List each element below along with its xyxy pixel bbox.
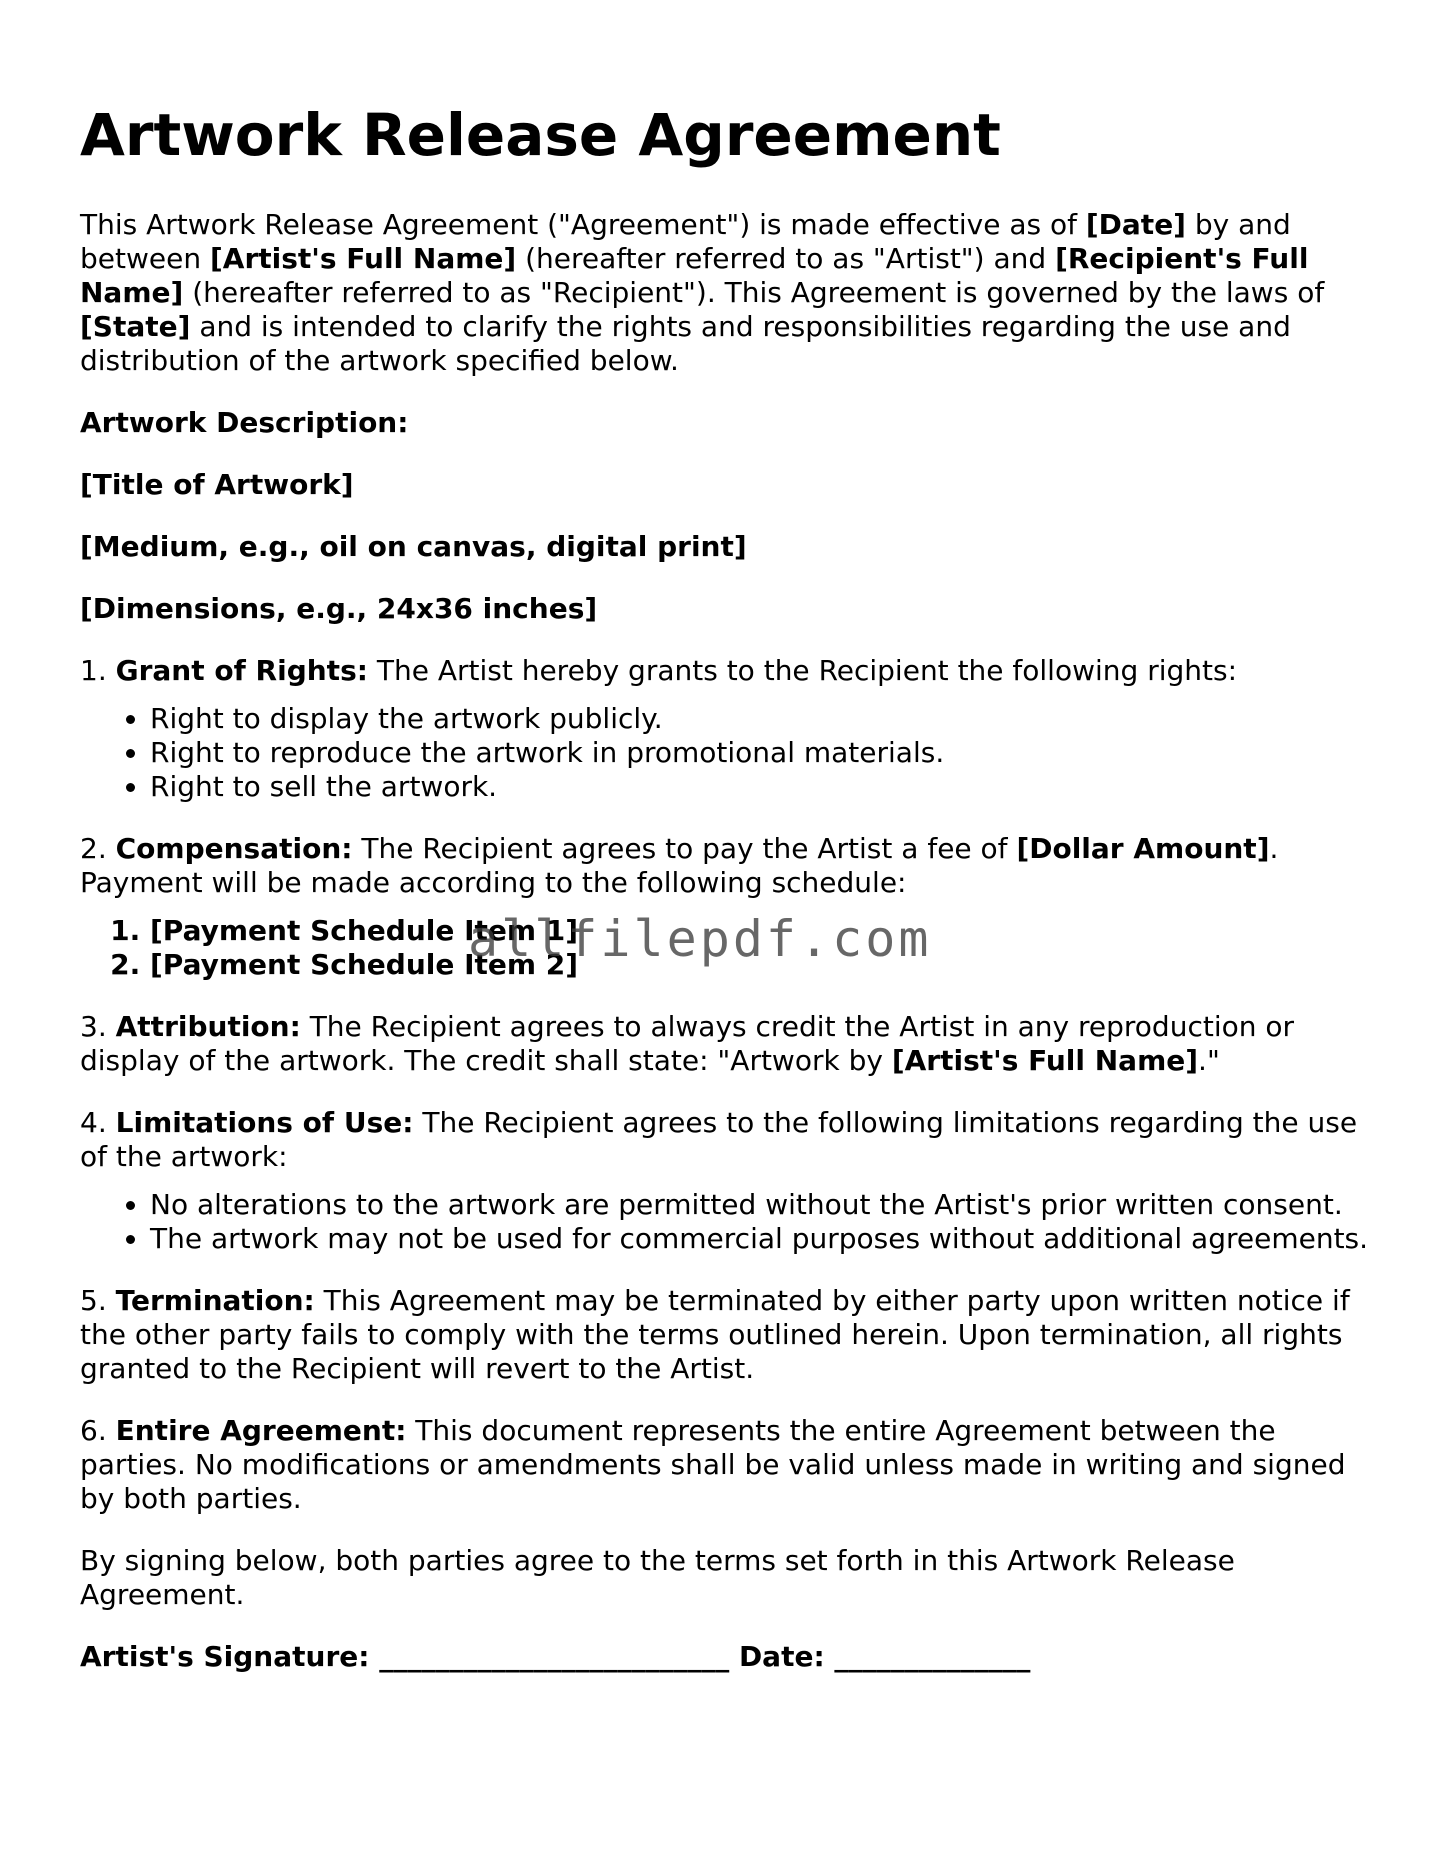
section-termination: 5. Termination: This Agreement may be terminated by either party upon written notice if the other party fails to comply with the terms outlined herein. Upon termination, all rights granted to the Recipient will revert to the Artist. [80,1284,1350,1385]
list-item: • Right to sell the artwork. [150,770,1380,804]
artist-name-placeholder: [Artist's Full Name] [891,1044,1199,1077]
state-placeholder: [State] [80,310,191,343]
artist-signature-line: Artist's Signature: _________________________ Date: ______________ [80,1640,1031,1673]
section-attribution: 3. Attribution: The Recipient agrees to always credit the Artist in any reproduction or display of the artwork. The credit shall state: "Artwork by [Artist's Full Name]." [80,1010,1295,1077]
section-grant-of-rights: 1. Grant of Rights: The Artist hereby grants to the Recipient the following rights: [80,654,1238,687]
list-item: • Right to display the artwork publicly. [150,702,1380,736]
watermark: allfilepdf.com [468,910,932,968]
artwork-dimensions-placeholder: [Dimensions, e.g., 24x36 inches] [80,592,598,625]
artist-name-placeholder: [Artist's Full Name] [209,242,517,275]
intro-paragraph: This Artwork Release Agreement ("Agreement") is made effective as of [Date] by and between [Artist's Full Name] (hereafter referred to as "Artist") and [Recipient's Full Name] (hereafter referred to as "Recipient"). This Agreement is governed by the laws of [State] and is intended to clarify the rights and responsibilities regarding the use and distribution of the artwork specified below. [80,208,1325,377]
list-item: • The artwork may not be used for commercial purposes without additional agreements. [150,1222,1380,1256]
list-item: 2. [Payment Schedule Item 2] [150,948,1380,982]
section-limitations-of-use: 4. Limitations of Use: The Recipient agrees to the following limitations regarding the use of the artwork: [80,1106,1358,1173]
closing-statement: By signing below, both parties agree to the terms set forth in this Artwork Release Agreement. [80,1544,1235,1611]
grant-of-rights-list [80,702,1380,804]
artwork-title-placeholder: [Title of Artwork] [80,468,354,501]
section-entire-agreement: 6. Entire Agreement: This document represents the entire Agreement between the parties. No modifications or amendments shall be valid unless made in writing and signed by both parties. [80,1414,1346,1515]
list-item: • Right to reproduce the artwork in promotional materials. [150,736,1380,770]
list-item: • No alterations to the artwork are permitted without the Artist's prior written consent. [150,1188,1380,1222]
limitations-list [80,1188,1380,1256]
date-placeholder: [Date] [1085,208,1186,241]
dollar-amount-placeholder: [Dollar Amount] [1016,832,1270,865]
recipient-name-placeholder: [Recipient's Full Name] [80,242,1309,309]
document [80,100,1380,1702]
list-item: 1. [Payment Schedule Item 1] [150,914,1380,948]
section-compensation: 2. Compensation: The Recipient agrees to pay the Artist a fee of [Dollar Amount]. Payment will be made according to the following schedule: [80,832,1279,899]
document-title: Artwork Release Agreement [80,101,1001,169]
artwork-description-heading: Artwork Description: [80,406,409,439]
artwork-medium-placeholder: [Medium, e.g., oil on canvas, digital print] [80,530,747,563]
